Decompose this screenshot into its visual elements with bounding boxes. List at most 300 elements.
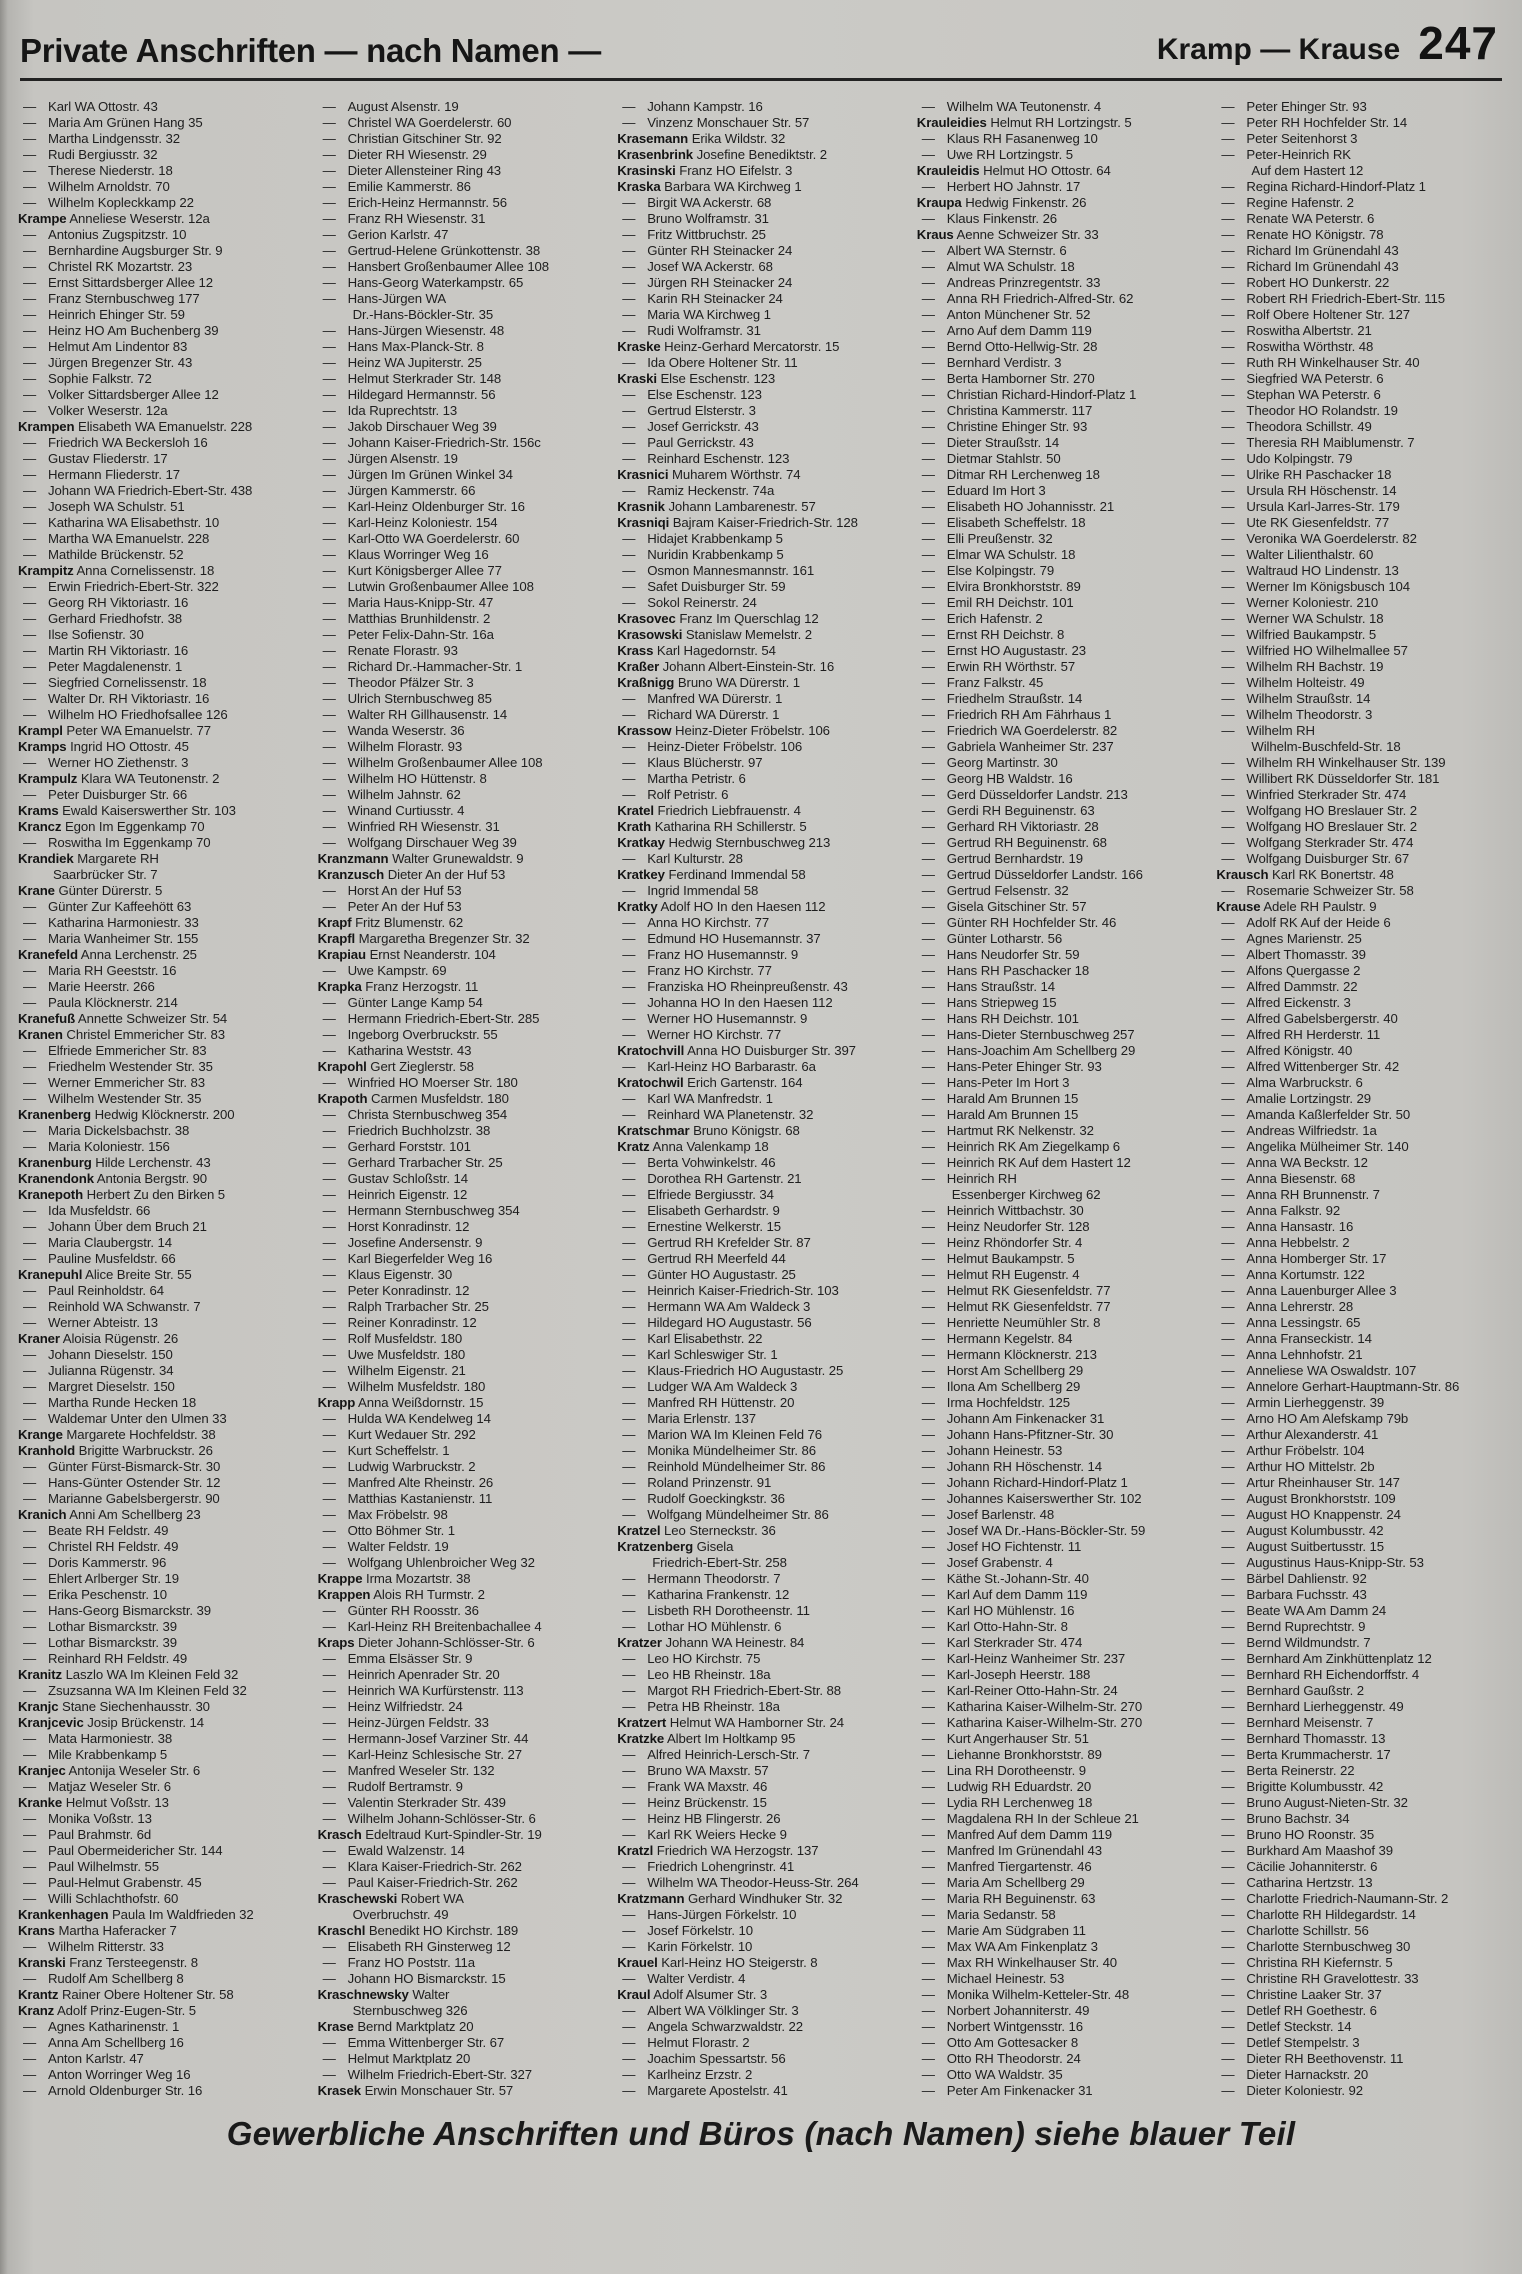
directory-entry: — Gertrud RH Beguinenstr. 68 <box>917 835 1207 851</box>
ditto-dash: — <box>921 1587 935 1602</box>
directory-entry: — Uwe Kampstr. 69 <box>318 963 608 979</box>
directory-entry: — Anna Lehnhofstr. 21 <box>1216 1347 1506 1363</box>
directory-entry: Kraupa Hedwig Finkenstr. 26 <box>916 195 1087 210</box>
ditto-dash: — <box>921 1107 935 1122</box>
directory-entry: — Mata Harmoniestr. 38 <box>18 1731 308 1747</box>
ditto-dash: — <box>921 819 935 834</box>
ditto-dash: — <box>23 1603 37 1618</box>
directory-entry: — Arnold Oldenburger Str. 16 <box>18 2083 308 2099</box>
ditto-dash: — <box>622 1283 636 1298</box>
directory-entry: — Stephan WA Peterstr. 6 <box>1216 387 1506 403</box>
ditto-dash: — <box>921 707 935 722</box>
directory-entry: — Ernestine Welkerstr. 15 <box>617 1219 907 1235</box>
directory-entry: — Karl-Joseph Heerstr. 188 <box>917 1667 1207 1683</box>
ditto-dash: — <box>1221 1779 1235 1794</box>
ditto-dash: — <box>23 2083 37 2098</box>
ditto-dash: — <box>1221 1859 1235 1874</box>
directory-entry: Kratzl Friedrich WA Herzogstr. 137 <box>617 1843 819 1858</box>
ditto-dash: — <box>1221 547 1235 562</box>
directory-entry: — Martha Runde Hecken 18 <box>18 1395 308 1411</box>
ditto-dash: — <box>322 1443 336 1458</box>
surname: Krath <box>617 819 652 834</box>
directory-entry: — Valentin Sterkrader Str. 439 <box>318 1795 608 1811</box>
directory-entry: — Johann HO Bismarckstr. 15 <box>318 1971 608 1987</box>
directory-entry: Krapf Fritz Blumenstr. 62 <box>317 915 464 930</box>
surname: Krasnik <box>617 499 665 514</box>
directory-entry: Krasowski Stanislaw Memelstr. 2 <box>617 627 812 642</box>
ditto-dash: — <box>1221 915 1235 930</box>
directory-entry: — Günter Lotharstr. 56 <box>917 931 1207 947</box>
ditto-dash: — <box>1221 1491 1235 1506</box>
directory-entry: — Anna Lessingstr. 65 <box>1216 1315 1506 1331</box>
ditto-dash: — <box>1221 1043 1235 1058</box>
directory-entry: Kramps Ingrid HO Ottostr. 45 <box>18 739 189 754</box>
directory-entry: — Mile Krabbenkamp 5 <box>18 1747 308 1763</box>
directory-entry: — Wolfgang Mündelheimer Str. 86 <box>617 1507 907 1523</box>
directory-entry: — Maria WA Kirchweg 1 <box>617 307 907 323</box>
directory-entry: — Otto Am Gottesacker 8 <box>917 2035 1207 2051</box>
directory-entry: — Roswitha Wörthstr. 48 <box>1216 339 1506 355</box>
ditto-dash: — <box>23 963 37 978</box>
ditto-dash: — <box>921 1443 935 1458</box>
ditto-dash: — <box>23 467 37 482</box>
directory-entry: Krappen Alois RH Turmstr. 2 <box>317 1587 485 1602</box>
ditto-dash: — <box>921 2051 935 2066</box>
ditto-dash: — <box>322 1283 336 1298</box>
directory-entry: — Ida Musfeldstr. 66 <box>18 1203 308 1219</box>
directory-entry: — Willibert RK Düsseldorfer Str. 181 <box>1216 771 1506 787</box>
ditto-dash: — <box>1221 883 1235 898</box>
ditto-dash: — <box>1221 2019 1235 2034</box>
directory-entry: — Detlef Steckstr. 14 <box>1216 2019 1506 2035</box>
directory-entry: — Paul Brahmstr. 6d <box>18 1827 308 1843</box>
directory-entry: — Dieter RH Beethovenstr. 11 <box>1216 2051 1506 2067</box>
directory-entry: — Dieter Allensteiner Ring 43 <box>318 163 608 179</box>
ditto-dash: — <box>622 1587 636 1602</box>
ditto-dash: — <box>1221 1011 1235 1026</box>
ditto-dash: — <box>23 259 37 274</box>
directory-entry: — Paul Reinholdstr. 64 <box>18 1283 308 1299</box>
ditto-dash: — <box>921 595 935 610</box>
directory-entry: — Wanda Weserstr. 36 <box>318 723 608 739</box>
directory-entry: — Emma Elsässer Str. 9 <box>318 1651 608 1667</box>
ditto-dash: — <box>921 371 935 386</box>
directory-entry: — Christel RH Feldstr. 49 <box>18 1539 308 1555</box>
directory-entry: — Helmut RK Giesenfeldstr. 77 <box>917 1283 1207 1299</box>
ditto-dash: — <box>622 1155 636 1170</box>
directory-entry: — Renate HO Königstr. 78 <box>1216 227 1506 243</box>
ditto-dash: — <box>322 1139 336 1154</box>
surname: Kranepoth <box>18 1187 84 1202</box>
ditto-dash: — <box>622 2051 636 2066</box>
ditto-dash: — <box>23 2019 37 2034</box>
ditto-dash: — <box>23 435 37 450</box>
directory-entry: — Walter RH Gillhausenstr. 14 <box>318 707 608 723</box>
ditto-dash: — <box>921 755 935 770</box>
ditto-dash: — <box>1221 643 1235 658</box>
directory-entry: — Elli Preußenstr. 32 <box>917 531 1207 547</box>
directory-entry: — Beate WA Am Damm 24 <box>1216 1603 1506 1619</box>
directory-entry: — Anna Homberger Str. 17 <box>1216 1251 1506 1267</box>
ditto-dash: — <box>23 1827 37 1842</box>
directory-entry: Kraßer Johann Albert-Einstein-Str. 16 <box>617 659 835 674</box>
ditto-dash: — <box>1221 1539 1235 1554</box>
directory-entry: Kraschl Benedikt HO Kirchstr. 189 <box>317 1923 519 1938</box>
directory-entry: — Maria Dickelsbachstr. 38 <box>18 1123 308 1139</box>
ditto-dash: — <box>23 707 37 722</box>
directory-entry: — Wolfgang Uhlenbroicher Weg 32 <box>318 1555 608 1571</box>
directory-entry: — Gertrud Bernhardstr. 19 <box>917 851 1207 867</box>
directory-entry: — Katharina Harmoniestr. 33 <box>18 915 308 931</box>
ditto-dash: — <box>322 1699 336 1714</box>
ditto-dash: — <box>23 1683 37 1698</box>
directory-entry: — Christine RH Gravelottestr. 33 <box>1216 1971 1506 1987</box>
ditto-dash: — <box>622 275 636 290</box>
directory-entry: — Helmut Am Lindentor 83 <box>18 339 308 355</box>
directory-entry: — Heinz Rhöndorfer Str. 4 <box>917 1235 1207 1251</box>
ditto-dash: — <box>1221 531 1235 546</box>
directory-entry: Krasinski Franz HO Eifelstr. 3 <box>617 163 793 178</box>
directory-entry: — Anna Hebbelstr. 2 <box>1216 1235 1506 1251</box>
directory-entry: — Elisabeth RH Ginsterweg 12 <box>318 1939 608 1955</box>
directory-entry: Kratzel Leo Sterneckstr. 36 <box>617 1523 776 1538</box>
surname: Krandiek <box>18 851 74 866</box>
directory-entry: — Josef WA Ackerstr. 68 <box>617 259 907 275</box>
directory-entry: — Ingrid Immendal 58 <box>617 883 907 899</box>
ditto-dash: — <box>1221 1091 1235 1106</box>
directory-entry: — Heinz HO Am Buchenberg 39 <box>18 323 308 339</box>
ditto-dash: — <box>921 1363 935 1378</box>
directory-entry: — Ludwig Warbruckstr. 2 <box>318 1459 608 1475</box>
ditto-dash: — <box>622 99 636 114</box>
ditto-dash: — <box>23 1875 37 1890</box>
directory-entry: — Bernd Wildmundstr. 7 <box>1216 1635 1506 1651</box>
directory-entry: — Augustinus Haus-Knipp-Str. 53 <box>1216 1555 1506 1571</box>
ditto-dash: — <box>322 691 336 706</box>
page-range-wrap <box>1157 16 1498 70</box>
directory-entry: — Regine Hafenstr. 2 <box>1216 195 1506 211</box>
ditto-dash: — <box>921 1027 935 1042</box>
ditto-dash: — <box>921 1539 935 1554</box>
ditto-dash: — <box>1221 835 1235 850</box>
directory-entry: — Walter Lilienthalstr. 60 <box>1216 547 1506 563</box>
ditto-dash: — <box>322 1651 336 1666</box>
ditto-dash: — <box>921 2003 935 2018</box>
directory-entry: — Emil RH Deichstr. 101 <box>917 595 1207 611</box>
directory-entry: — Günter RH Steinacker 24 <box>617 243 907 259</box>
ditto-dash: — <box>23 1859 37 1874</box>
ditto-dash: — <box>322 547 336 562</box>
ditto-dash: — <box>622 1219 636 1234</box>
directory-entry: — Anna Biesenstr. 68 <box>1216 1171 1506 1187</box>
directory-entry: — Zsuzsanna WA Im Kleinen Feld 32 <box>18 1683 308 1699</box>
directory-entry: — Helmut Florastr. 2 <box>617 2035 907 2051</box>
directory-entry: — Heinrich Wittbachstr. 30 <box>917 1203 1207 1219</box>
directory-entry: Kranhold Brigitte Warbruckstr. 26 <box>18 1443 213 1458</box>
ditto-dash: — <box>322 531 336 546</box>
directory-entry: — Paul Wilhelmstr. 55 <box>18 1859 308 1875</box>
ditto-dash: — <box>322 995 336 1010</box>
surname: Krapfl <box>317 931 356 946</box>
directory-entry: — Günter RH Hochfelder Str. 46 <box>917 915 1207 931</box>
directory-entry: Krasch Edeltraud Kurt-Spindler-Str. 19 <box>317 1827 542 1842</box>
directory-entry: — Peter Konradinstr. 12 <box>318 1283 608 1299</box>
surname: Kraps <box>317 1635 355 1650</box>
ditto-dash: — <box>921 1251 935 1266</box>
directory-entry: — Renate Florastr. 93 <box>318 643 608 659</box>
directory-entry: — Peter RH Hochfelder Str. 14 <box>1216 115 1506 131</box>
ditto-dash: — <box>1221 1635 1235 1650</box>
directory-entry: — Ulrich Sternbuschweg 85 <box>318 691 608 707</box>
ditto-dash: — <box>921 995 935 1010</box>
ditto-dash: — <box>921 1459 935 1474</box>
ditto-dash: — <box>23 691 37 706</box>
ditto-dash: — <box>1221 1155 1235 1170</box>
directory-entry: — Theresia RH Maiblumenstr. 7 <box>1216 435 1506 451</box>
directory-entry: Kranen Christel Emmericher Str. 83 <box>18 1027 225 1042</box>
directory-entry: — Hans-Jürgen WA <box>318 291 608 307</box>
ditto-dash: — <box>322 1027 336 1042</box>
directory-entry: — Bruno August-Nieten-Str. 32 <box>1216 1795 1506 1811</box>
ditto-dash: — <box>322 1731 336 1746</box>
surname: Krasnici <box>617 467 669 482</box>
directory-entry: — Johann Hans-Pfitzner-Str. 30 <box>917 1427 1207 1443</box>
directory-entry: — Doris Kammerstr. 96 <box>18 1555 308 1571</box>
ditto-dash: — <box>1221 1875 1235 1890</box>
surname: Kranz <box>18 2003 55 2018</box>
ditto-dash: — <box>622 1395 636 1410</box>
surname: Kranhold <box>18 1443 76 1458</box>
ditto-dash: — <box>322 771 336 786</box>
directory-entry: — Otto Böhmer Str. 1 <box>318 1523 608 1539</box>
directory-entry: — Wilhelm Straußstr. 14 <box>1216 691 1506 707</box>
directory-entry: — Arthur Fröbelstr. 104 <box>1216 1443 1506 1459</box>
ditto-dash: — <box>322 1075 336 1090</box>
ditto-dash: — <box>23 1043 37 1058</box>
ditto-dash: — <box>322 179 336 194</box>
directory-entry: — Fritz Wittbruchstr. 25 <box>617 227 907 243</box>
directory-entry: — Werner HO Husemannstr. 9 <box>617 1011 907 1027</box>
ditto-dash: — <box>921 499 935 514</box>
ditto-dash: — <box>322 1267 336 1282</box>
directory-entry: — Rosemarie Schweizer Str. 58 <box>1216 883 1506 899</box>
directory-entry: — Gerd Düsseldorfer Landstr. 213 <box>917 787 1207 803</box>
ditto-dash: — <box>921 131 935 146</box>
ditto-dash: — <box>921 515 935 530</box>
ditto-dash: — <box>622 1363 636 1378</box>
ditto-dash: — <box>622 883 636 898</box>
surname: Kranendonk <box>18 1171 94 1186</box>
ditto-dash: — <box>322 1411 336 1426</box>
directory-entry: — Marie Heerstr. 266 <box>18 979 308 995</box>
directory-entry: — Berta Reinerstr. 22 <box>1216 1763 1506 1779</box>
ditto-dash: — <box>622 995 636 1010</box>
directory-entry: — Martha WA Emanuelstr. 228 <box>18 531 308 547</box>
surname: Kratel <box>617 803 654 818</box>
directory-entry: — Detlef RH Goethestr. 6 <box>1216 2003 1506 2019</box>
surname: Krans <box>18 1923 55 1938</box>
ditto-dash: — <box>921 1699 935 1714</box>
surname: Kraßnigg <box>617 675 675 690</box>
directory-entry: — Erika Peschenstr. 10 <box>18 1587 308 1603</box>
ditto-dash: — <box>23 1139 37 1154</box>
directory-entry: — Josef HO Fichtenstr. 11 <box>917 1539 1207 1555</box>
directory-entry: — Leo HO Kirchstr. 75 <box>617 1651 907 1667</box>
directory-entry: — Ilse Sofienstr. 30 <box>18 627 308 643</box>
ditto-dash: — <box>23 387 37 402</box>
directory-entry: — Winfried RH Wiesenstr. 31 <box>318 819 608 835</box>
directory-entry: — Helmut RK Giesenfeldstr. 77 <box>917 1299 1207 1315</box>
ditto-dash: — <box>622 1059 636 1074</box>
directory-entry: — Günter RH Roosstr. 36 <box>318 1603 608 1619</box>
ditto-dash: — <box>322 723 336 738</box>
ditto-dash: — <box>921 1203 935 1218</box>
ditto-dash: — <box>23 227 37 242</box>
ditto-dash: — <box>322 1747 336 1762</box>
ditto-dash: — <box>622 1203 636 1218</box>
directory-entry: — Eduard Im Hort 3 <box>917 483 1207 499</box>
directory-entry: Krasniqi Bajram Kaiser-Friedrich-Str. 128 <box>617 515 858 530</box>
directory-entry: Kranenburg Hilde Lerchenstr. 43 <box>18 1155 211 1170</box>
directory-entry: — Charlotte Schillstr. 56 <box>1216 1923 1506 1939</box>
directory-entry: — Günter Fürst-Bismarck-Str. 30 <box>18 1459 308 1475</box>
directory-entry: — Karl WA Ottostr. 43 <box>18 99 308 115</box>
directory-entry: — Heinrich Apenrader Str. 20 <box>318 1667 608 1683</box>
directory-entry: — Elmar WA Schulstr. 18 <box>917 547 1207 563</box>
directory-entry: — Friedrich WA Goerdelerstr. 82 <box>917 723 1207 739</box>
directory-entry: — Gabriela Wanheimer Str. 237 <box>917 739 1207 755</box>
ditto-dash: — <box>322 451 336 466</box>
directory-entry: — Charlotte Sternbuschweg 30 <box>1216 1939 1506 1955</box>
ditto-dash: — <box>921 1507 935 1522</box>
ditto-dash: — <box>1221 1971 1235 1986</box>
ditto-dash: — <box>622 1091 636 1106</box>
directory-entry: — Hans-Dieter Sternbuschweg 257 <box>917 1027 1207 1043</box>
ditto-dash: — <box>23 1811 37 1826</box>
directory-entry: — Dorothea RH Gartenstr. 21 <box>617 1171 907 1187</box>
directory-entry: — Rudi Wolframstr. 31 <box>617 323 907 339</box>
directory-entry: Kratzer Johann WA Heinestr. 84 <box>617 1635 805 1650</box>
directory-entry: — Harald Am Brunnen 15 <box>917 1107 1207 1123</box>
ditto-dash: — <box>1221 435 1235 450</box>
directory-entry: Krange Margarete Hochfeldstr. 38 <box>18 1427 216 1442</box>
surname: Krapohl <box>317 1059 367 1074</box>
ditto-dash: — <box>622 1859 636 1874</box>
surname: Krasinski <box>617 163 676 178</box>
ditto-dash: — <box>921 291 935 306</box>
ditto-dash: — <box>23 755 37 770</box>
directory-entry: Kranjcevic Josip Brückenstr. 14 <box>18 1715 205 1730</box>
directory-entry: — Paul Kaiser-Friedrich-Str. 262 <box>318 1875 608 1891</box>
ditto-dash: — <box>1221 1923 1235 1938</box>
directory-entry: — Ursula RH Höschenstr. 14 <box>1216 483 1506 499</box>
directory-entry: — Uwe RH Lortzingstr. 5 <box>917 147 1207 163</box>
directory-entry: — Kurt Angerhauser Str. 51 <box>917 1731 1207 1747</box>
directory-entry: Krase Bernd Marktplatz 20 <box>317 2019 474 2034</box>
ditto-dash: — <box>1221 947 1235 962</box>
directory-entry: — Wilhelm HO Hüttenstr. 8 <box>318 771 608 787</box>
ditto-dash: — <box>1221 1187 1235 1202</box>
directory-entry: Kratkey Ferdinand Immendal 58 <box>617 867 806 882</box>
directory-entry: — Ernst HO Augustastr. 23 <box>917 643 1207 659</box>
directory-entry: Wilhelm-Buschfeld-Str. 18 <box>1251 739 1401 754</box>
directory-entry: Kranendonk Antonia Bergstr. 90 <box>18 1171 208 1186</box>
ditto-dash: — <box>23 1251 37 1266</box>
directory-entry: — Maria Erlenstr. 137 <box>617 1411 907 1427</box>
ditto-dash: — <box>921 547 935 562</box>
directory-entry: — Marion WA Im Kleinen Feld 76 <box>617 1427 907 1443</box>
directory-entry: — Werner Emmericher Str. 83 <box>18 1075 308 1091</box>
directory-entry: — Gustav Schloßstr. 14 <box>318 1171 608 1187</box>
ditto-dash: — <box>1221 211 1235 226</box>
ditto-dash: — <box>921 1139 935 1154</box>
directory-entry: — Wilhelm Arnoldstr. 70 <box>18 179 308 195</box>
ditto-dash: — <box>322 211 336 226</box>
ditto-dash: — <box>23 483 37 498</box>
ditto-dash: — <box>1221 147 1235 162</box>
directory-entry: — Karl Kulturstr. 28 <box>617 851 907 867</box>
ditto-dash: — <box>622 1651 636 1666</box>
ditto-dash: — <box>622 1619 636 1634</box>
ditto-dash: — <box>921 1667 935 1682</box>
directory-entry: — Helmut RH Eugenstr. 4 <box>917 1267 1207 1283</box>
surname: Krantz <box>18 1987 59 2002</box>
ditto-dash: — <box>23 659 37 674</box>
directory-entry: Kraschewski Robert WA <box>317 1891 464 1906</box>
directory-entry: Krassow Heinz-Dieter Fröbelstr. 106 <box>617 723 830 738</box>
ditto-dash: — <box>1221 963 1235 978</box>
directory-entry: — Franz HO Kirchstr. 77 <box>617 963 907 979</box>
directory-entry: — Bernhard RH Eichendorffstr. 4 <box>1216 1667 1506 1683</box>
directory-entry: Overbruchstr. 49 <box>352 1907 449 1922</box>
ditto-dash: — <box>23 131 37 146</box>
directory-entry: — Günter Zur Kaffeehött 63 <box>18 899 308 915</box>
directory-entry: — Wilhelm Eigenstr. 21 <box>318 1363 608 1379</box>
ditto-dash: — <box>322 1187 336 1202</box>
ditto-dash: — <box>1221 1651 1235 1666</box>
directory-entry: — Gerhard Friedhofstr. 38 <box>18 611 308 627</box>
ditto-dash: — <box>622 1795 636 1810</box>
directory-entry: Krampl Peter WA Emanuelstr. 77 <box>18 723 211 738</box>
directory-entry: — Karl-Heinz Schlesische Str. 27 <box>318 1747 608 1763</box>
ditto-dash: — <box>23 675 37 690</box>
ditto-dash: — <box>1221 179 1235 194</box>
surname: Krasowski <box>617 627 683 642</box>
ditto-dash: — <box>322 2051 336 2066</box>
directory-entry: Krasek Erwin Monschauer Str. 57 <box>317 2083 514 2098</box>
ditto-dash: — <box>322 1155 336 1170</box>
surname: Krapp <box>317 1395 356 1410</box>
ditto-dash: — <box>1221 627 1235 642</box>
directory-entry: — Hildegard Hermannstr. 56 <box>318 387 608 403</box>
ditto-dash: — <box>921 1651 935 1666</box>
ditto-dash: — <box>622 707 636 722</box>
ditto-dash: — <box>1221 931 1235 946</box>
surname: Krankenhagen <box>18 1907 109 1922</box>
ditto-dash: — <box>1221 1907 1235 1922</box>
ditto-dash: — <box>921 739 935 754</box>
surname: Krasek <box>317 2083 361 2098</box>
ditto-dash: — <box>622 1907 636 1922</box>
ditto-dash: — <box>322 1459 336 1474</box>
directory-entry: — Maria Am Grünen Hang 35 <box>18 115 308 131</box>
directory-entry: — Maria Am Schellberg 29 <box>917 1875 1207 1891</box>
ditto-dash: — <box>23 1299 37 1314</box>
directory-entry: Kratschmar Bruno Königstr. 68 <box>617 1123 800 1138</box>
ditto-dash: — <box>322 1619 336 1634</box>
directory-entry: — Vinzenz Monschauer Str. 57 <box>617 115 907 131</box>
directory-entry: — Hans-Peter Ehinger Str. 93 <box>917 1059 1207 1075</box>
